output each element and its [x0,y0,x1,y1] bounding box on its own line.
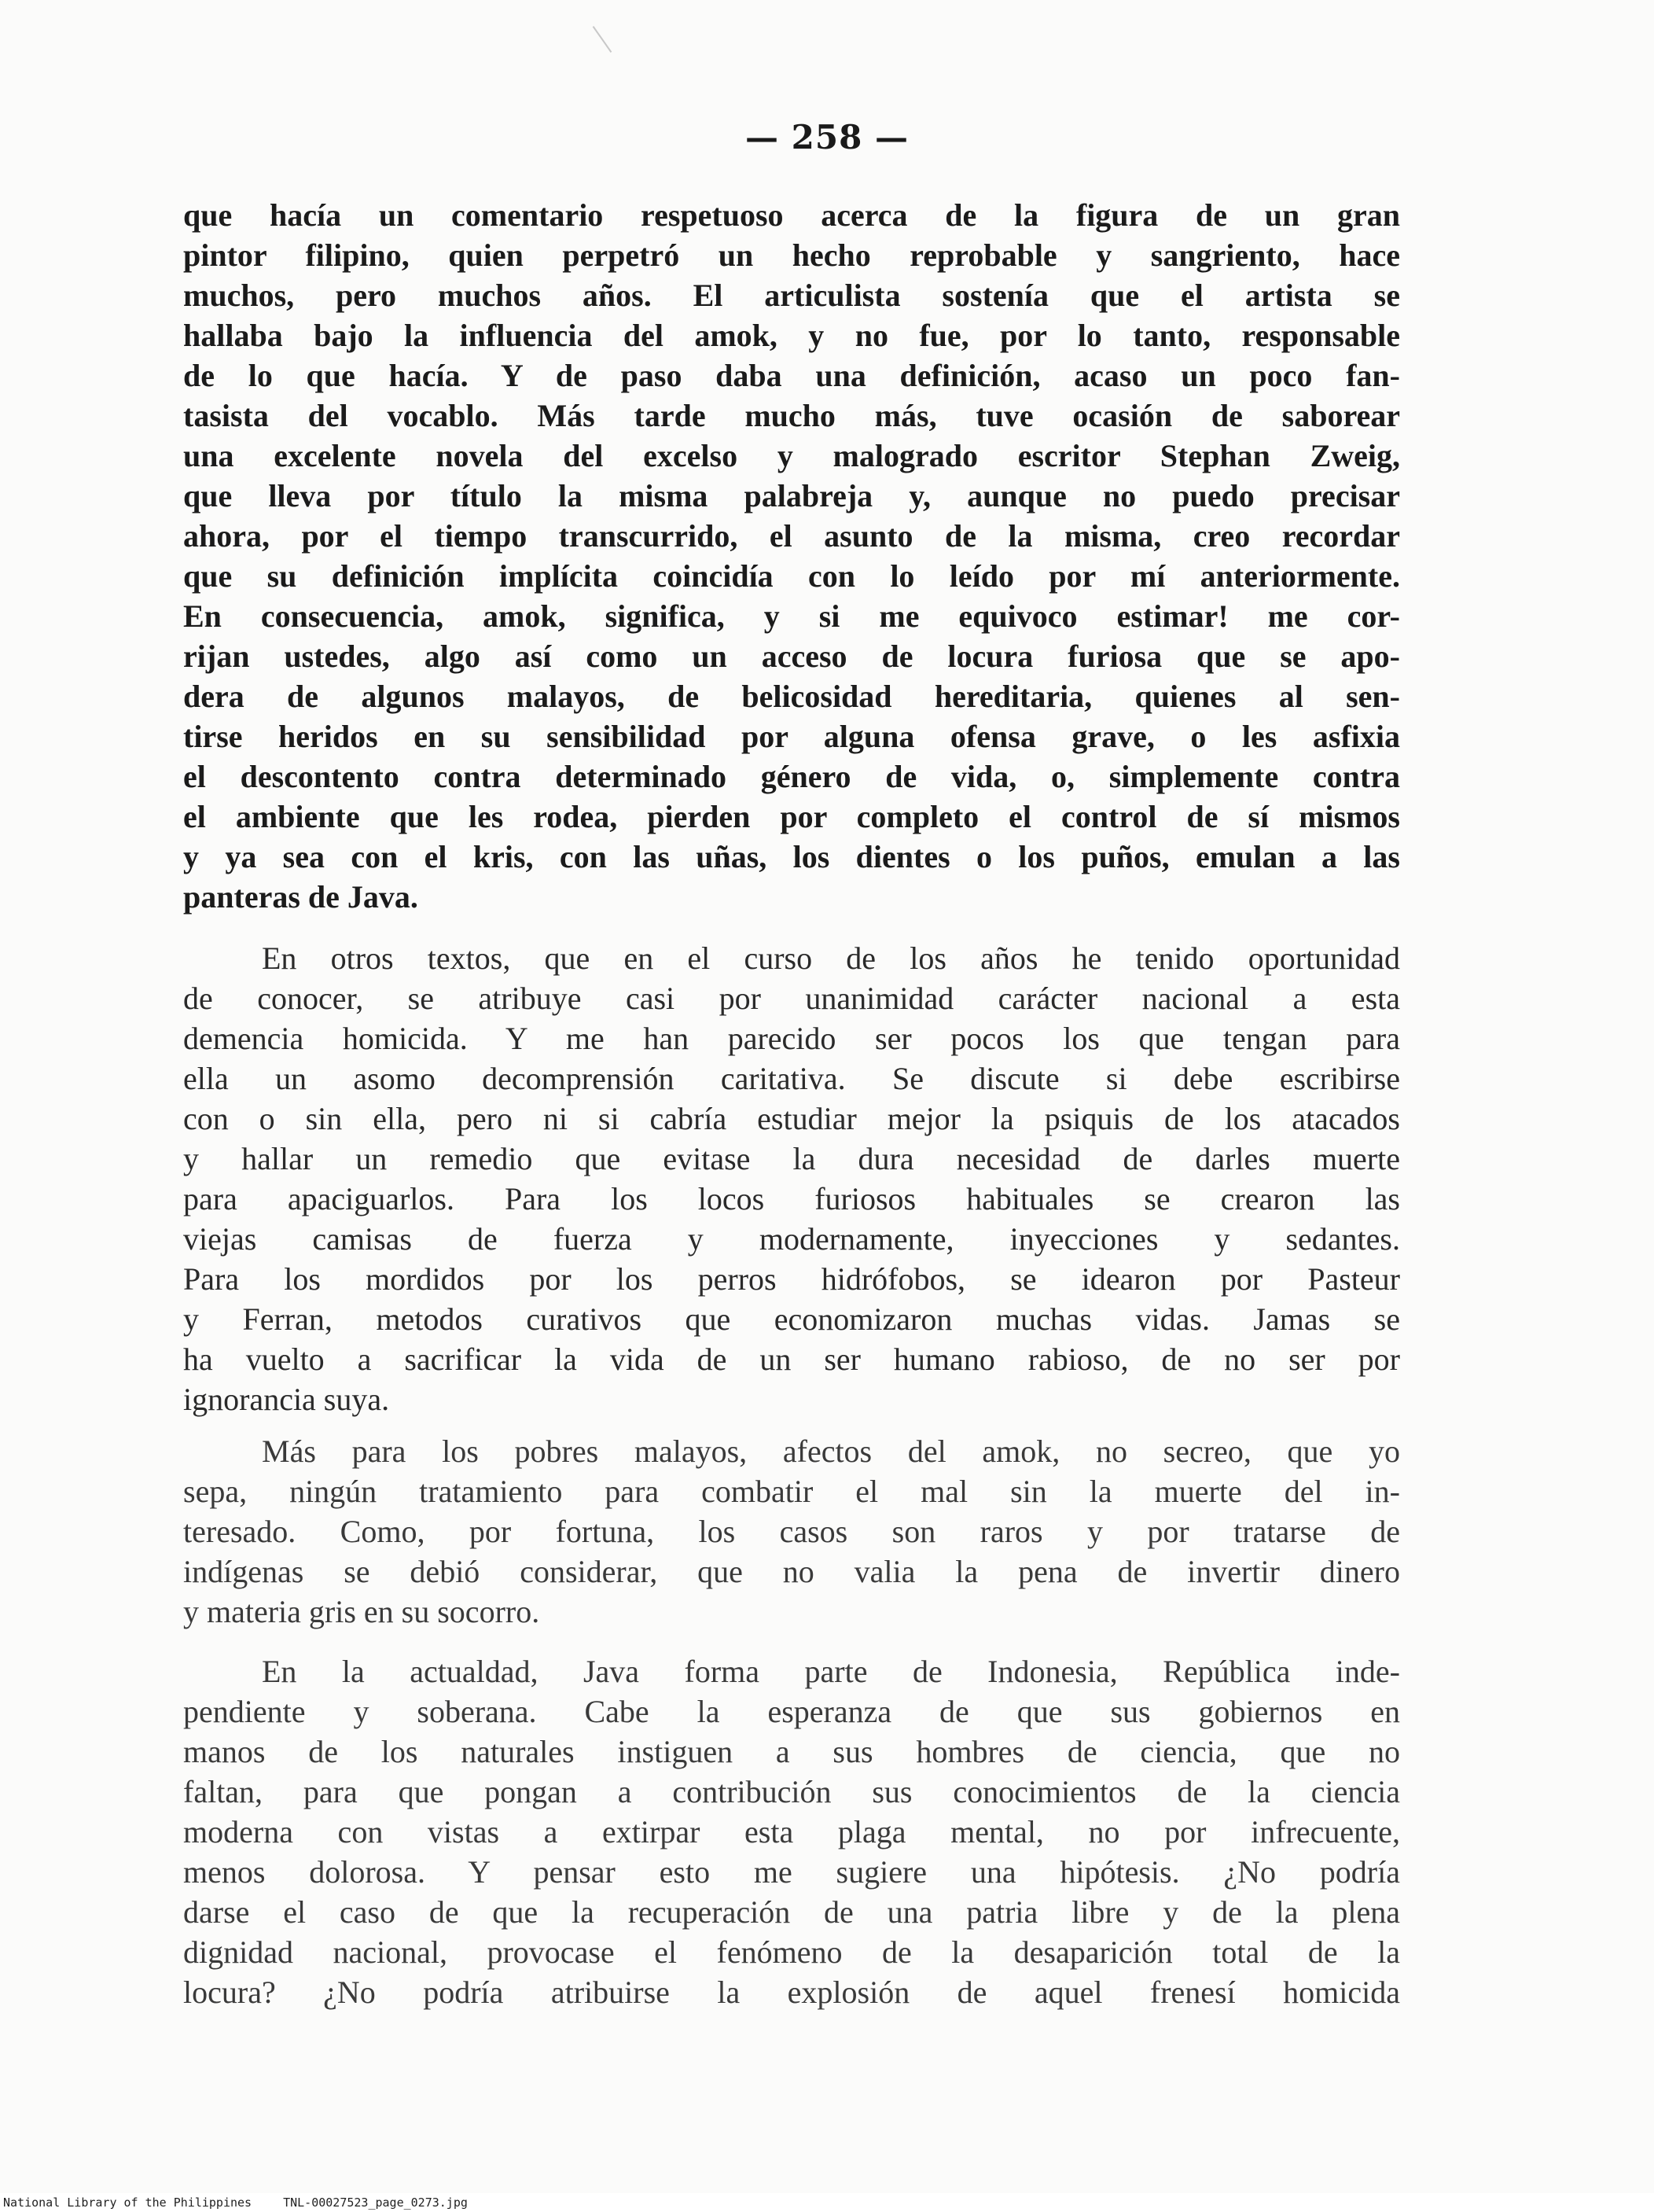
scan-footer [0,2193,1654,2212]
text-line: y ya sea con el kris, con las uñas, los dientes o los puños, emulan a las [183,839,1400,874]
text-line: de lo que hacía. Y de paso daba una definición, acaso un poco fan- [183,358,1400,393]
text-line: que su definición implícita coincidía con lo leído por mí anteriormente. [183,558,1400,594]
text-line: de conocer, se atribuye casi por unanimidad carácter nacional a esta [183,981,1400,1016]
text-line: demencia homicida. Y me han parecido ser pocos los que tengan para [183,1021,1400,1056]
page-number: — 258 — [745,118,909,156]
scan-speck [593,26,612,53]
text-line: Más para los pobres malayos, afectos del amok, no secreo, que yo [262,1434,1400,1469]
text-line: manos de los naturales instiguen a sus hombres de ciencia, que no [183,1734,1400,1769]
library-credit: National Library of the Philippines [3,2195,252,2210]
text-line: una excelente novela del excelso y malogrado escritor Stephan Zweig, [183,438,1400,473]
text-line: ahora, por el tiempo transcurrido, el asunto de la misma, creo recordar [183,518,1400,554]
paragraph-2 [183,938,1400,1419]
text-line: panteras de Java. [183,879,418,915]
scan-filename: TNL-00027523_page_0273.jpg [283,2195,468,2210]
text-line: moderna con vistas a extirpar esta plaga mental, no por infrecuente, [183,1814,1400,1849]
text-line: En otros textos, que en el curso de los años he tenido oportunidad [262,940,1400,976]
paragraph-1 [183,195,1400,917]
text-line: viejas camisas de fuerza y modernamente, inyecciones y sedantes. [183,1221,1400,1257]
text-line: ella un asomo decomprensión caritativa. Se discute si debe escribirse [183,1061,1400,1096]
text-line: teresado. Como, por fortuna, los casos son raros y por tratarse de [183,1514,1400,1549]
text-line: faltan, para que pongan a contribución sus conocimientos de la ciencia [183,1774,1400,1809]
text-line: pendiente y soberana. Cabe la esperanza de que sus gobiernos en [183,1694,1400,1729]
text-line: pintor filipino, quien perpetró un hecho reprobable y sangriento, hace [183,237,1400,273]
text-line: indígenas se debió considerar, que no valia la pena de invertir dinero [183,1554,1400,1589]
text-line: menos dolorosa. Y pensar esto me sugiere una hipótesis. ¿No podría [183,1854,1400,1890]
text-line: ha vuelto a sacrificar la vida de un ser humano rabioso, de no ser por [183,1342,1400,1377]
text-line: que hacía un comentario respetuoso acerca de la figura de un gran [183,197,1400,233]
text-line: muchos, pero muchos años. El articulista sostenía que el artista se [183,278,1400,313]
text-line: En la actualdad, Java forma parte de Indonesia, República inde- [262,1654,1400,1689]
text-line: y hallar un remedio que evitase la dura necesidad de darles muerte [183,1141,1400,1176]
text-line: ignorancia suya. [183,1382,390,1417]
text-line: locura? ¿No podría atribuirse la explosión de aquel frenesí homicida [183,1975,1400,2010]
text-line: Para los mordidos por los perros hidrófobos, se idearon por Pasteur [183,1261,1400,1297]
text-line: tirse heridos en su sensibilidad por alguna ofensa grave, o les asfixia [183,719,1400,754]
text-line: dera de algunos malayos, de belicosidad hereditaria, quienes al sen- [183,679,1400,714]
text-line: para apaciguarlos. Para los locos furiosos habituales se crearon las [183,1181,1400,1216]
text-line: que lleva por título la misma palabreja y, aunque no puedo precisar [183,478,1400,513]
text-line: y Ferran, metodos curativos que economizaron muchas vidas. Jamas se [183,1301,1400,1337]
text-line: dignidad nacional, provocase el fenómeno de la desaparición total de la [183,1934,1400,1970]
text-line: y materia gris en su socorro. [183,1594,540,1629]
text-line: En consecuencia, amok, significa, y si me equivoco estimar! me cor- [183,598,1400,634]
text-line: tasista del vocablo. Más tarde mucho más, tuve ocasión de saborear [183,398,1400,433]
text-line: el ambiente que les rodea, pierden por completo el control de sí mismos [183,799,1400,834]
text-line: rijan ustedes, algo así como un acceso de locura furiosa que se apo- [183,639,1400,674]
text-line: darse el caso de que la recuperación de una patria libre y de la plena [183,1894,1400,1930]
text-line: con o sin ella, pero ni si cabría estudiar mejor la psiquis de los atacados [183,1101,1400,1136]
paragraph-3 [183,1431,1400,1632]
text-line: el descontento contra determinado género de vida, o, simplemente contra [183,759,1400,794]
text-line: hallaba bajo la influencia del amok, y no fue, por lo tanto, responsable [183,318,1400,353]
paragraph-4 [183,1651,1400,2012]
text-line: sepa, ningún tratamiento para combatir el mal sin la muerte del in- [183,1474,1400,1509]
